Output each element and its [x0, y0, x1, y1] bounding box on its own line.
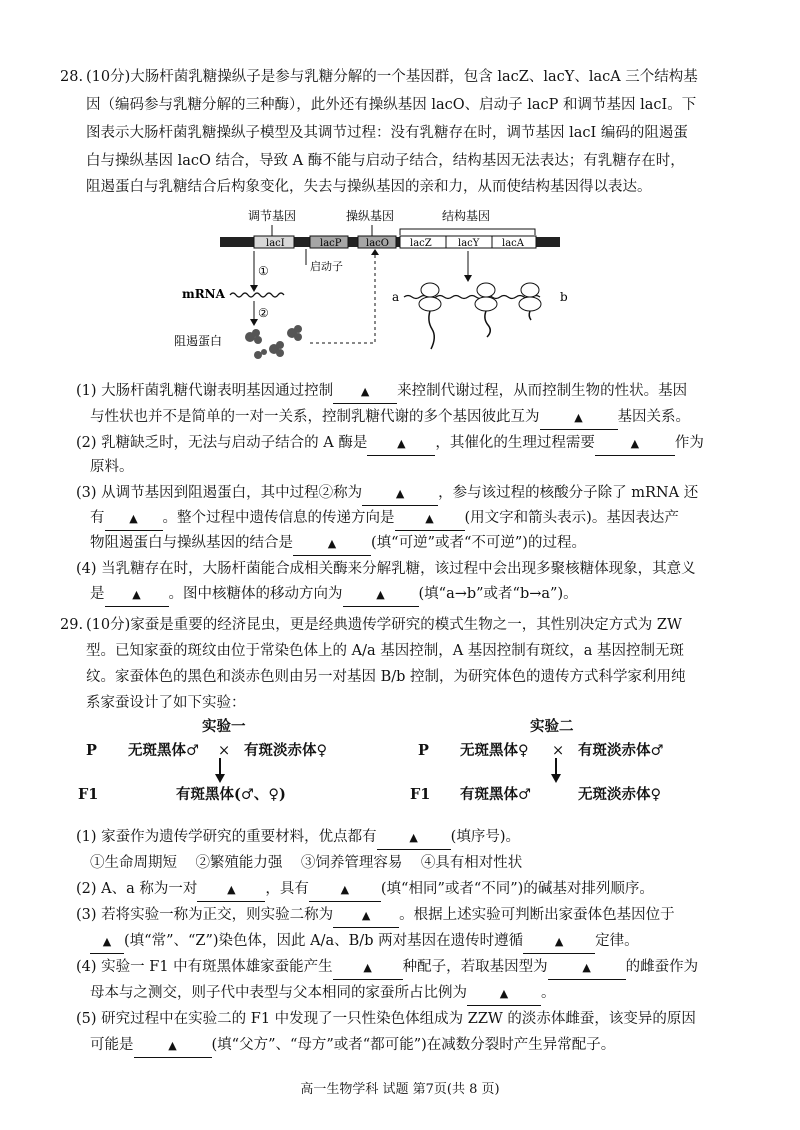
q29-sub4-blank1[interactable]: ▲ [333, 956, 403, 980]
gene-laca: lacA [502, 238, 524, 249]
q29-sub1-blank[interactable]: ▲ [377, 826, 451, 850]
label-mrna: mRNA [182, 287, 225, 301]
gene-laco: lacO [366, 238, 389, 249]
q29-sub2-blank1[interactable]: ▲ [197, 878, 265, 902]
exp2-p-male: 有斑淡赤体♂ [578, 742, 664, 759]
q28-sub4-text-b: 。图中核糖体的移动方向为 [168, 586, 343, 602]
q28-sub3-text-a: (3) 从调节基因到阻遏蛋白，其中过程②称为 [76, 485, 363, 501]
q29-number: 29. [60, 617, 84, 633]
q29-sub1-line1 [76, 826, 520, 850]
exp2-f1-label: F1 [410, 786, 431, 803]
label-regulatory-gene: 调节基因 [248, 209, 297, 223]
q28-sub2-blank2[interactable]: ▲ [595, 432, 675, 456]
q29-line-2: 型。已知家蚕的斑纹由位于常染色体上的 A/a 基因控制，A 基因控制有斑纹，a 基因控制无斑 [86, 643, 685, 659]
q28-sub2-text-c: 作为 [674, 435, 704, 451]
option-1: ①生命周期短 [90, 855, 177, 871]
q28-sub2-line1 [76, 432, 704, 456]
q28-line-3: 图表示大肠杆菌乳糖操纵子模型及其调节过程：没有乳糖存在时，调节基因 lacI 编码的阻遏蛋 [86, 125, 688, 141]
q29-sub3-line1 [76, 904, 675, 928]
exp1-f1-label: F1 [78, 786, 99, 803]
q28-sub1-blank1[interactable]: ▲ [333, 380, 397, 404]
gene-lacz: lacZ [410, 238, 432, 249]
option-4: ④具有相对性状 [420, 855, 523, 871]
exp2-f1-female: 无斑淡赤体♀ [578, 786, 662, 803]
exp1-f1: 有斑黑体(♂、♀) [176, 786, 286, 803]
q28-sub3-blank3[interactable]: ▲ [395, 507, 465, 531]
gene-lacp: lacP [320, 238, 342, 249]
q29-sub3-blank2[interactable]: ▲ [90, 930, 124, 954]
q29-sub4-text-a: (4) 实验一 F1 中有斑黑体雄家蚕能产生 [76, 959, 333, 975]
q28-sub4-blank1[interactable]: ▲ [105, 583, 169, 607]
q29-sub1-options [90, 852, 522, 874]
mrna-strand [230, 293, 284, 297]
q28-sub1-text-d: 基因关系。 [617, 409, 690, 425]
exp2-f1-male: 有斑黑体♂ [460, 786, 531, 803]
q29-sub1-text-a: (1) 家蚕作为遗传学研究的重要材料，优点都有 [76, 829, 377, 845]
q29-sub2-line1 [76, 878, 654, 902]
exp1-p-label: P [86, 742, 97, 759]
q29-sub4-text-c: 的雌蚕作为 [625, 959, 699, 975]
q29-sub5-blank[interactable]: ▲ [134, 1034, 212, 1058]
q29-sub4-text-e: 。 [541, 985, 556, 1001]
q28-sub3-line1 [76, 482, 698, 506]
q28-sub4-line1: (4) 当乳糖存在时，大肠杆菌能合成相关酶来分解乳糖，该过程中会出现多聚核糖体现象，其意义 [76, 561, 696, 577]
q29-sub4-line1 [76, 956, 698, 980]
q28-sub3-blank1[interactable]: ▲ [362, 482, 438, 506]
lac-operon-figure [174, 205, 590, 365]
q28-sub4-text-c: (填“a→b”或者“b→a”)。 [418, 586, 578, 602]
q28-sub3-text-f: 物阻遏蛋白与操纵基因的结合是 [90, 535, 293, 551]
q29-sub5-text-b: (填“父方”、“母方”或者“都可能”)在减数分裂时产生异常配子。 [211, 1037, 616, 1053]
q28-sub1-line2 [90, 406, 690, 430]
q28-sub4-text-a: 是 [90, 586, 105, 602]
q28-sub3-text-d: 。整个过程中遗传信息的传递方向是 [162, 510, 395, 526]
q28-sub4-line2 [90, 583, 578, 607]
label-structural-gene: 结构基因 [442, 209, 491, 223]
q29-sub2-text-a: (2) A、a 称为一对 [76, 881, 198, 897]
q29-sub4-text-d: 母本与之测交，则子代中表型与父本相同的家蚕所占比例为 [90, 985, 467, 1001]
end-a: a [392, 290, 400, 304]
gene-laci: lacI [266, 238, 285, 249]
q28-sub1-blank2[interactable]: ▲ [540, 406, 618, 430]
q28-sub1-line1 [76, 380, 687, 404]
q28-sub1-text-a: (1) 大肠杆菌乳糖代谢表明基因通过控制 [76, 383, 334, 399]
q28-number: 28. [60, 69, 84, 85]
exp2-p-female: 无斑黑体♀ [460, 742, 529, 759]
step-1-marker: ① [258, 264, 269, 278]
q28-sub1-text-b: 来控制代谢过程，从而控制生物的性状。基因 [397, 383, 688, 399]
gene-lacy: lacY [458, 238, 480, 249]
q29-sub5-text-a: 可能是 [90, 1037, 134, 1053]
q29-sub3-blank1[interactable]: ▲ [333, 904, 399, 928]
q28-line-5: 阻遏蛋白与乳糖结合后构象变化，失去与操纵基因的亲和力，从而使结构基因得以表达。 [86, 179, 652, 195]
label-repressor: 阻遏蛋白 [174, 334, 223, 348]
q29-sub2-text-c: (填“相同”或者“不同”)的碱基对排列顺序。 [380, 881, 654, 897]
end-b: b [560, 290, 568, 304]
q29-sub2-text-b: ，具有 [265, 881, 309, 897]
q28-sub3-text-c: 有 [90, 510, 105, 526]
q29-sub3-text-b: 。根据上述实验可判断出家蚕体色基因位于 [399, 907, 675, 923]
exp1-p-female: 有斑淡赤体♀ [244, 742, 328, 759]
exp1-cross: × [218, 743, 231, 759]
q28-sub2-text-b: ，其催化的生理过程需要 [435, 435, 595, 451]
exp2-p-label: P [418, 742, 429, 759]
exp1-p-male: 无斑黑体♂ [128, 742, 199, 759]
label-operator-gene: 操纵基因 [346, 209, 395, 223]
q29-line-4: 系家蚕设计了如下实验： [86, 695, 246, 711]
q28-sub3-text-b: ，参与该过程的核酸分子除了 mRNA 还 [438, 485, 699, 501]
q28-sub3-blank4[interactable]: ▲ [293, 532, 371, 556]
q29-sub5-line1: (5) 研究过程中在实验二的 F1 中发现了一只性染色体组成为 ZZW 的淡赤体雌蚕，该变异的原因 [76, 1011, 696, 1027]
step-2-marker: ② [258, 306, 269, 320]
q29-sub1-text-b: (填序号)。 [450, 829, 520, 845]
q29-sub3-text-d: 定律。 [595, 933, 639, 949]
exp1-title: 实验一 [202, 718, 246, 735]
q28-sub3-line2 [90, 507, 679, 531]
exp2-arrow [550, 758, 562, 784]
ribosome-2 [475, 283, 497, 311]
exp1-arrow [214, 758, 226, 784]
q29-sub2-blank2[interactable]: ▲ [309, 878, 381, 902]
repressor-protein-cluster [245, 325, 302, 359]
label-promoter: 启动子 [310, 260, 343, 273]
q28-sub2-line2: 原料。 [90, 459, 134, 475]
q28-sub3-text-g: (填“可逆”或者“不可逆”)的过程。 [371, 535, 586, 551]
q29-sub4-line2 [90, 982, 556, 1006]
q28-sub3-blank2[interactable]: ▲ [105, 507, 163, 531]
option-3: ③饲养管理容易 [300, 855, 403, 871]
q29-sub3-text-c: (填“常”、“Z”)染色体，因此 A/a、B/b 两对基因在遗传时遵循 [124, 933, 524, 949]
q29-sub4-blank3[interactable]: ▲ [467, 982, 541, 1006]
q28-line-4: 白与操纵基因 lacO 结合，导致 A 酶不能与启动子结合，结构基因无法表达；有乳糖存在时， [86, 153, 685, 169]
q28-line-2: 因（编码参与乳糖分解的三种酶），此外还有操纵基因 lacO、启动子 lacP 和调节基因 lacI。下 [86, 97, 697, 113]
page-footer: 高一生物学科 试题 第7页(共 8 页) [300, 1082, 500, 1097]
exp2-title: 实验二 [530, 718, 574, 735]
q28-sub2-text-a: (2) 乳糖缺乏时，无法与启动子结合的 A 酶是 [76, 435, 368, 451]
q28-sub2-blank1[interactable]: ▲ [367, 432, 435, 456]
q28-line-1: (10分)大肠杆菌乳糖操纵子是参与乳糖分解的一个基因群，包含 lacZ、lacY、lacA 三个结构基 [86, 69, 698, 85]
q28-sub1-text-c: 与性状也并不是简单的一对一关系，控制乳糖代谢的多个基因彼此互为 [90, 409, 540, 425]
q28-sub3-line3 [90, 532, 586, 556]
q29-sub5-line2 [90, 1034, 615, 1058]
q29-sub3-line2 [90, 930, 639, 954]
q29-sub3-text-a: (3) 若将实验一称为正交，则实验二称为 [76, 907, 334, 923]
exp2-cross: × [552, 743, 565, 759]
q28-sub4-blank2[interactable]: ▲ [343, 583, 419, 607]
q29-sub4-blank2[interactable]: ▲ [548, 956, 626, 980]
q29-line-1: (10分)家蚕是重要的经济昆虫，更是经典遗传学研究的模式生物之一，其性别决定方式为 ZW [86, 617, 682, 633]
q28-sub3-text-e: (用文字和箭头表示)。基因表达产 [464, 510, 679, 526]
q29-line-3: 纹。家蚕体色的黑色和淡赤色则由另一对基因 B/b 控制，为研究体色的遗传方式科学家利用纯 [86, 669, 686, 685]
ribosome-1 [419, 283, 441, 311]
q29-sub4-text-b: 种配子，若取基因型为 [402, 959, 548, 975]
option-2: ②繁殖能力强 [195, 855, 283, 871]
ribosome-3 [519, 283, 541, 311]
q29-sub3-blank3[interactable]: ▲ [523, 930, 595, 954]
